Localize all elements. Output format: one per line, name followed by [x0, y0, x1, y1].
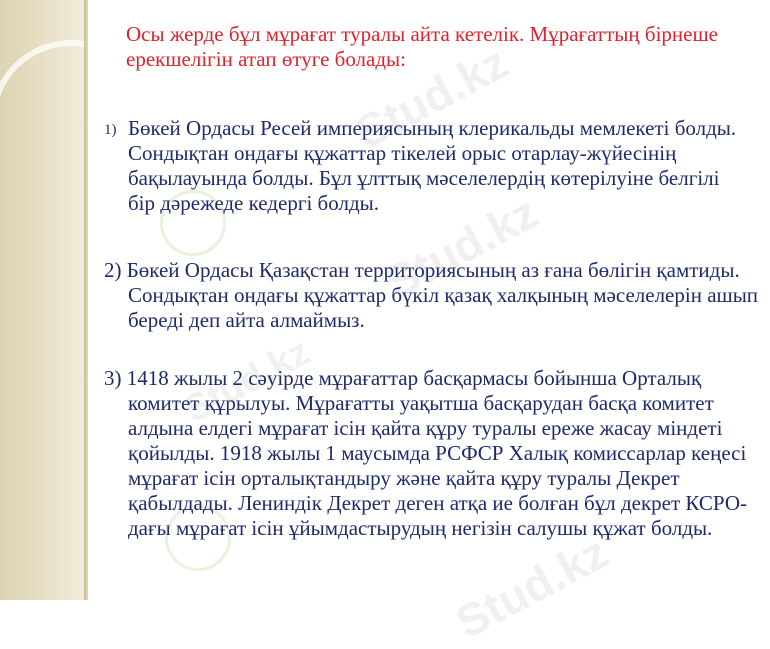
intro-paragraph: Осы жерде бұл мұрағат туралы айта кетелік. Мұрағаттың бірнеше ерекшелігін атап өтуге болады:	[126, 22, 718, 71]
watermark-text: Stud.kz	[177, 330, 317, 432]
list-item	[104, 258, 759, 333]
list-item-text: 2) Бөкей Ордасы Қазақстан территориясының аз ғана бөлігін қамтиды. Сондықтан ондағы құжаттар бүкіл қазақ халқының мәселелерін ашып береді деп айта алмаймыз.	[104, 258, 759, 332]
watermark-text: Stud.kz	[347, 35, 517, 159]
list-marker: 1)	[104, 122, 117, 138]
list-item	[104, 116, 744, 216]
list-item	[104, 366, 766, 541]
list-item-text: 3) 1418 жылы 2 сәуірде мұрағаттар басқармасы бойынша Орталық комитет құрылуы. Мұрағатты уақытша басқарудан басқа комитет алдына елдегі мұрағат ісін қайта құру туралы ереже жасау міндеті қойылды. 1918 жылы 1 маусымда РСФСР Халық комиссарлар кеңесі мұрағат ісін орталықтандыру және қайта құру туралы Декрет қабылдады. Лениндік Декрет деген атқа ие болған бұл декрет КСРО-дағы мұрағат ісін ұйымдастырудың негізін салушы құжат болды.	[104, 366, 748, 540]
list-item-text: Бөкей Ордасы Ресей империясының клерикальды мемлекеті болды. Сондықтан ондағы құжаттар тікелей орыс отарлау-жүйесінің бақылауында болды. Бұл ұлттық мәселелердің көтерілуіне белгілі бір дәрежеде кедергі болды.	[128, 116, 737, 215]
watermark-text: Stud.kz	[377, 185, 547, 309]
watermark-text: Stud.kz	[447, 525, 617, 649]
